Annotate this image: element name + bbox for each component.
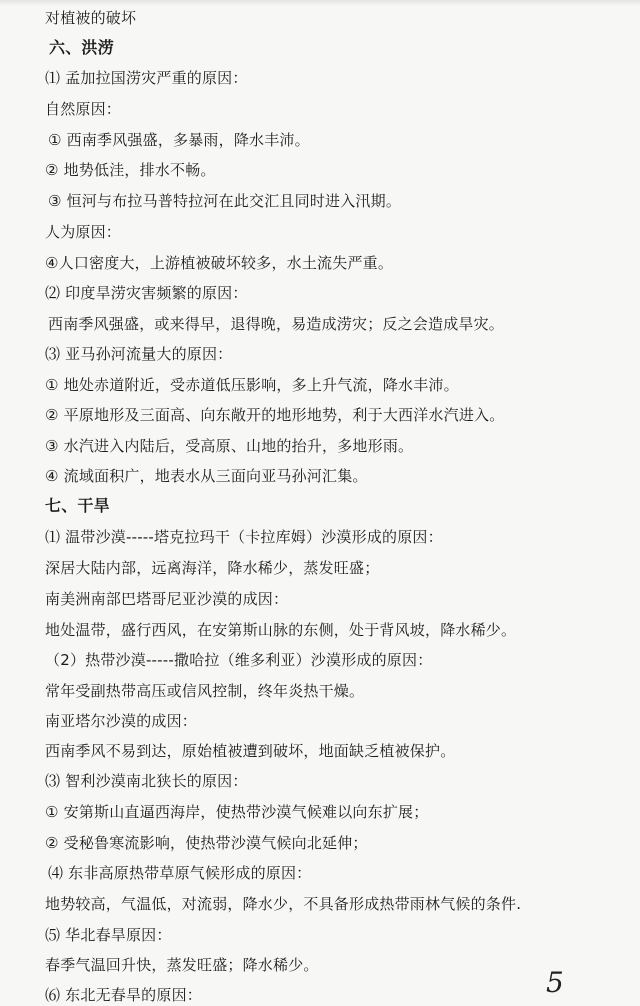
- text-line: ③ 恒河与布拉马普特拉河在此交汇且同时进入汛期。: [48, 192, 402, 210]
- sub-heading: ⑶ 亚马孙河流量大的原因：: [45, 345, 233, 363]
- text-line: ④人口密度大，上游植被破坏较多，水土流失严重。: [45, 254, 394, 272]
- sub-heading: ⑵ 印度旱涝灾害频繁的原因：: [45, 284, 248, 302]
- text-line: 常年受副热带高压或信风控制，终年炎热干燥。: [45, 682, 365, 700]
- text-line: ② 平原地形及三面高、向东敞开的地形地势，利于大西洋水汽进入。: [45, 406, 505, 424]
- text-line: 西南季风强盛，或来得早，退得晚，易造成涝灾；反之会造成旱灾。: [48, 315, 505, 333]
- text-line: ① 西南季风强盛，多暴雨，降水丰沛。: [48, 131, 310, 149]
- text-line: 对植被的破坏: [45, 9, 137, 27]
- section-heading: 六、洪涝: [49, 38, 114, 57]
- text-line: 春季气温回升快，蒸发旺盛；降水稀少。: [45, 956, 319, 974]
- text-line: 西南季风不易到达，原始植被遭到破坏，地面缺乏植被保护。: [45, 742, 456, 760]
- text-line: ④ 流域面积广，地表水从三面向亚马孙河汇集。: [45, 467, 368, 485]
- sub-heading: ⑹ 东北无春旱的原因：: [45, 986, 202, 1004]
- text-line: 地处温带，盛行西风，在安第斯山脉的东侧，处于背风坡，降水稀少。: [45, 621, 517, 639]
- sub-heading: （2）热带沙漠-----撒哈拉（维多利亚）沙漠形成的原因：: [45, 651, 433, 669]
- page-top-shadow: [0, 0, 640, 6]
- text-line: 人为原因：: [45, 223, 122, 241]
- text-line: ③ 水汽进入内陆后，受高原、山地的抬升，多地形雨。: [45, 437, 414, 455]
- text-line: ② 受秘鲁寒流影响，使热带沙漠气候向北延伸；: [45, 834, 368, 852]
- sub-heading: ⑶ 智利沙漠南北狭长的原因：: [45, 772, 248, 790]
- sub-heading: ⑴ 孟加拉国涝灾严重的原因：: [45, 69, 248, 87]
- text-line: 南美洲南部巴塔哥尼亚沙漠的成因：: [45, 590, 289, 608]
- text-line: ② 地势低洼，排水不畅。: [45, 161, 216, 179]
- text-line: 南亚塔尔沙漠的成因：: [45, 712, 198, 730]
- sub-heading: ⑸ 华北春旱原因：: [45, 926, 172, 944]
- page-number: 5: [546, 966, 564, 999]
- text-line: 自然原因：: [45, 100, 122, 118]
- text-line: 地势较高，气温低，对流弱，降水少，不具备形成热带雨林气候的条件.: [45, 895, 522, 913]
- sub-heading: ⑴ 温带沙漠-----塔克拉玛干（卡拉库姆）沙漠形成的原因：: [45, 528, 443, 546]
- text-line: ① 安第斯山直逼西海岸，使热带沙漠气候难以向东扩展；: [45, 803, 429, 821]
- section-heading: 七、干旱: [45, 496, 110, 515]
- text-line: 深居大陆内部，远离海洋，降水稀少，蒸发旺盛；: [45, 559, 380, 577]
- sub-heading: ⑷ 东非高原热带草原气候形成的原因：: [48, 864, 312, 882]
- text-line: ① 地处赤道附近，受赤道低压影响，多上升气流，降水丰沛。: [45, 376, 459, 394]
